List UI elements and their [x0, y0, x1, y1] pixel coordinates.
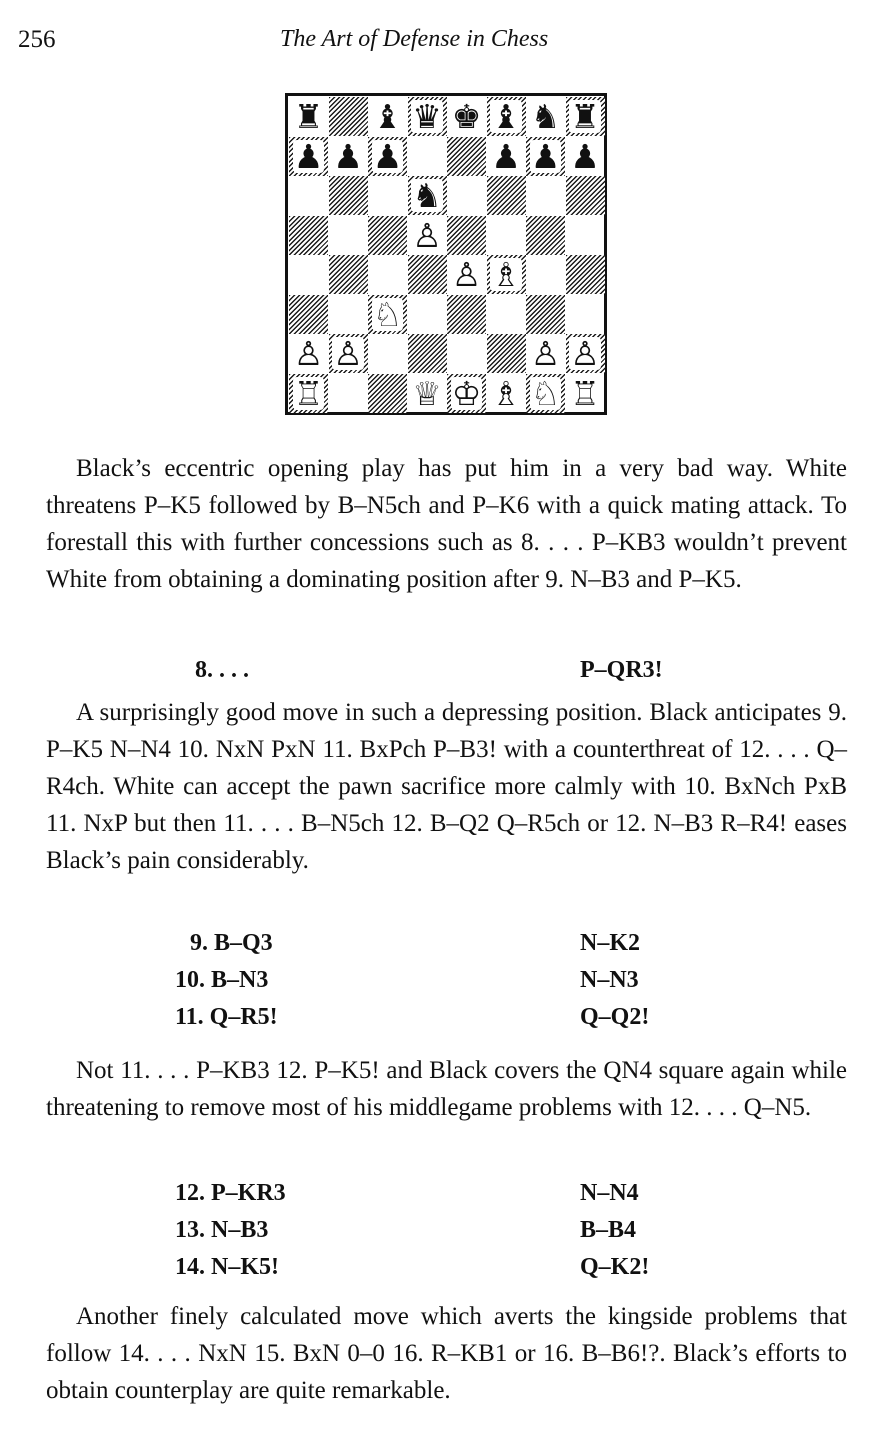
square-a6 — [289, 176, 328, 215]
chess-piece: ♗ — [491, 373, 521, 413]
square-e5 — [447, 216, 486, 255]
chess-piece: ♙ — [333, 334, 363, 373]
square-d8 — [408, 97, 447, 136]
move-white: 12. P–KR3 — [175, 1180, 286, 1206]
commentary-paragraph — [46, 1052, 847, 1126]
chess-piece: ♜ — [570, 97, 600, 136]
square-f7 — [487, 137, 526, 176]
move-black: N–N3 — [580, 967, 639, 993]
square-b3 — [329, 295, 368, 334]
chess-piece: ♙ — [293, 334, 324, 373]
square-d1 — [408, 374, 447, 413]
square-h3 — [566, 295, 605, 334]
chess-piece: ♗ — [491, 255, 521, 294]
square-g5 — [526, 216, 565, 255]
chess-piece: ♔ — [451, 373, 482, 413]
square-d4 — [408, 255, 447, 294]
square-a3 — [289, 295, 328, 334]
chess-piece: ♟ — [530, 136, 561, 176]
square-f2 — [487, 334, 526, 373]
page-header — [18, 26, 848, 62]
chess-diagram — [285, 93, 607, 415]
square-b2 — [329, 334, 368, 373]
page-number: 256 — [18, 26, 56, 53]
paragraph-text: Another finely calculated move which averts the kingside problems that follow 14. . . . NxN 15. BxN 0–0 16. R–KB1 or 16. B–B6!?. Black’s efforts to obtain counterplay are quite remarkable. — [46, 1303, 847, 1404]
commentary-paragraph — [46, 694, 847, 879]
chess-piece: ♞ — [412, 176, 442, 215]
square-c6 — [368, 176, 407, 215]
paragraph-text: A surprisingly good move in such a depressing position. Black anticipates 9. P–K5 N–N4 10. NxN PxN 11. BxPch P–B3! with a counterthreat of 12. . . . Q–R4ch. White can accept the pawn sacrifice more calmly with 10. BxNch PxB 11. NxP but then 11. . . . B–N5ch 12. B–Q2 Q–R5ch or 12. N–B3 R–R4! eases Black’s pain considerably. — [46, 699, 847, 874]
square-g7 — [526, 137, 565, 176]
square-e1 — [447, 374, 486, 413]
square-c1 — [368, 374, 407, 413]
square-a8 — [289, 97, 328, 136]
chess-piece: ♞ — [530, 97, 561, 136]
square-c2 — [368, 334, 407, 373]
square-f5 — [487, 216, 526, 255]
square-d2 — [408, 334, 447, 373]
chess-piece: ♘ — [530, 373, 561, 413]
square-d3 — [408, 295, 447, 334]
square-g4 — [526, 255, 565, 294]
square-b8 — [329, 97, 368, 136]
move-white: 10. B–N3 — [175, 967, 269, 993]
chess-piece: ♖ — [570, 373, 600, 413]
square-g1 — [526, 374, 565, 413]
square-h1 — [566, 374, 605, 413]
square-h2 — [566, 334, 605, 373]
chess-piece: ♙ — [451, 255, 482, 294]
square-b5 — [329, 216, 368, 255]
chess-piece: ♟ — [570, 136, 600, 176]
square-b7 — [329, 137, 368, 176]
chess-piece: ♕ — [412, 373, 442, 413]
square-e8 — [447, 97, 486, 136]
move-black: N–K2 — [580, 930, 640, 956]
running-title: The Art of Defense in Chess — [280, 26, 549, 52]
square-g2 — [526, 334, 565, 373]
chess-piece: ♙ — [570, 334, 600, 373]
square-g8 — [526, 97, 565, 136]
paragraph-text: Not 11. . . . P–KB3 12. P–K5! and Black covers the QN4 square again while threatening to remove most of his middlegame problems with 12. . . . Q–N5. — [46, 1057, 847, 1121]
square-g3 — [526, 295, 565, 334]
chess-piece: ♘ — [372, 294, 403, 334]
square-a5 — [289, 216, 328, 255]
chess-piece: ♖ — [293, 373, 324, 413]
square-d7 — [408, 137, 447, 176]
square-c7 — [368, 137, 407, 176]
square-d5 — [408, 216, 447, 255]
chess-piece: ♟ — [333, 136, 363, 176]
move-black: B–B4 — [580, 1217, 637, 1243]
square-h8 — [566, 97, 605, 136]
square-b1 — [329, 374, 368, 413]
chess-piece: ♟ — [372, 136, 403, 176]
square-e3 — [447, 295, 486, 334]
square-a4 — [289, 255, 328, 294]
square-e6 — [447, 176, 486, 215]
square-h4 — [566, 255, 605, 294]
move-black: Q–Q2! — [580, 1004, 650, 1030]
move-white: 9. B–Q3 — [190, 930, 273, 956]
square-c8 — [368, 97, 407, 136]
square-e2 — [447, 334, 486, 373]
square-e4 — [447, 255, 486, 294]
square-f4 — [487, 255, 526, 294]
move-white: 8. . . . — [195, 657, 249, 683]
move-white: 13. N–B3 — [175, 1217, 269, 1243]
chess-piece: ♛ — [412, 97, 442, 136]
move-black: P–QR3! — [580, 657, 663, 683]
square-a1 — [289, 374, 328, 413]
move-black: Q–K2! — [580, 1254, 650, 1280]
move-white: 11. Q–R5! — [175, 1004, 278, 1030]
square-f8 — [487, 97, 526, 136]
square-f1 — [487, 374, 526, 413]
chess-piece: ♚ — [451, 97, 482, 136]
square-h5 — [566, 216, 605, 255]
square-c5 — [368, 216, 407, 255]
chess-piece: ♙ — [530, 334, 561, 373]
commentary-paragraph — [46, 450, 847, 598]
chess-piece: ♙ — [412, 215, 442, 255]
paragraph-text: Black’s eccentric opening play has put him in a very bad way. White threatens P–K5 followed by B–N5ch and P–K6 with a quick mating attack. To forestall this with further concessions such as 8. . . . P–KB3 wouldn’t prevent White from obtaining a dominating position after 9. N–B3 and P–K5. — [46, 455, 847, 593]
square-a2 — [289, 334, 328, 373]
square-c4 — [368, 255, 407, 294]
square-g6 — [526, 176, 565, 215]
square-d6 — [408, 176, 447, 215]
chess-piece: ♝ — [372, 97, 403, 136]
move-white: 14. N–K5! — [175, 1254, 279, 1280]
square-f6 — [487, 176, 526, 215]
square-b6 — [329, 176, 368, 215]
chess-piece: ♝ — [491, 97, 521, 136]
square-h7 — [566, 137, 605, 176]
commentary-paragraph — [46, 1298, 847, 1409]
square-f3 — [487, 295, 526, 334]
chess-piece: ♜ — [293, 97, 324, 136]
move-black: N–N4 — [580, 1180, 639, 1206]
square-b4 — [329, 255, 368, 294]
square-a7 — [289, 137, 328, 176]
chess-piece: ♟ — [293, 136, 324, 176]
square-c3 — [368, 295, 407, 334]
square-h6 — [566, 176, 605, 215]
chess-piece: ♟ — [491, 136, 521, 176]
square-e7 — [447, 137, 486, 176]
